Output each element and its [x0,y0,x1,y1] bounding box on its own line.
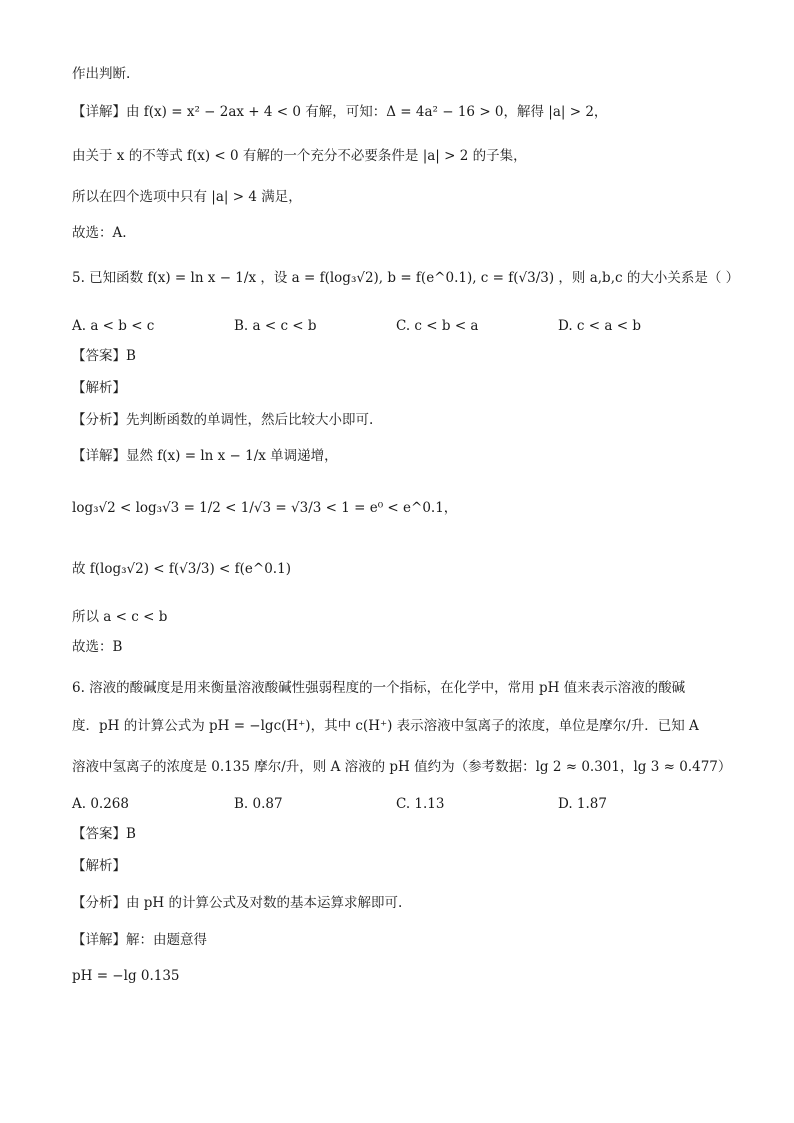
analysis-text: 【分析】由 pH 的计算公式及对数的基本运算求解即可. [72,895,403,911]
q6-option-a: A. 0.268 [72,796,129,812]
text-line: 故选：A. [72,225,127,241]
question-6-stem-2: 度．pH 的计算公式为 pH = −lgc(H⁺)，其中 c(H⁺) 表示溶液中氢离子的浓度，单位是摩尔/升．已知 A [72,718,699,734]
math-line: pH = −lg 0.135 [72,968,180,984]
analysis-text: 【分析】先判断函数的单调性，然后比较大小即可. [72,412,374,428]
detail-text: 【详解】显然 f(x) = ln x − 1/x 单调递增， [72,448,338,464]
text-line: 由关于 x 的不等式 f(x) < 0 有解的一个充分不必要条件是 |a| > 2 的子集， [72,148,527,164]
q5-option-c: C. c < b < a [396,318,479,334]
text-line: 所以在四个选项中只有 |a| > 4 满足， [72,189,302,205]
analysis-heading: 【解析】 [72,858,126,874]
question-5-stem: 5. 已知函数 f(x) = ln x − 1/x ，设 a = f(log₃√2), b = f(e^0.1), c = f(√3/3) ，则 a,b,c 的大小关系是（ ） [72,270,740,286]
q6-option-b: B. 0.87 [234,796,283,812]
answer-label: 【答案】B [72,348,136,364]
q6-option-c: C. 1.13 [396,796,445,812]
analysis-heading: 【解析】 [72,380,126,396]
q5-option-b: B. a < c < b [234,318,317,334]
math-chain: log₃√2 < log₃√3 = 1/2 < 1/√3 = √3/3 < 1 = e⁰ < e^0.1， [72,500,458,516]
text-line: 所以 a < c < b [72,609,168,625]
q5-option-d: D. c < a < b [558,318,641,334]
text-line: 【详解】由 f(x) = x² − 2ax + 4 < 0 有解，可知：Δ = 4a² − 16 > 0，解得 |a| > 2， [72,104,608,120]
answer-label: 【答案】B [72,826,136,842]
question-6-stem-3: 溶液中氢离子的浓度是 0.135 摩尔/升，则 A 溶液的 pH 值约为（参考数据：lg 2 ≈ 0.301，lg 3 ≈ 0.477） [72,759,732,775]
q5-option-a: A. a < b < c [72,318,155,334]
math-conclusion: 故 f(log₃√2) < f(√3/3) < f(e^0.1) [72,561,291,577]
question-6-stem: 6. 溶液的酸碱度是用来衡量溶液酸碱性强弱程度的一个指标，在化学中，常用 pH 值来表示溶液的酸碱 [72,680,686,696]
q6-option-d: D. 1.87 [558,796,607,812]
text-line: 故选：B [72,639,123,655]
detail-text: 【详解】解：由题意得 [72,932,207,948]
text-line: 作出判断. [72,66,131,82]
